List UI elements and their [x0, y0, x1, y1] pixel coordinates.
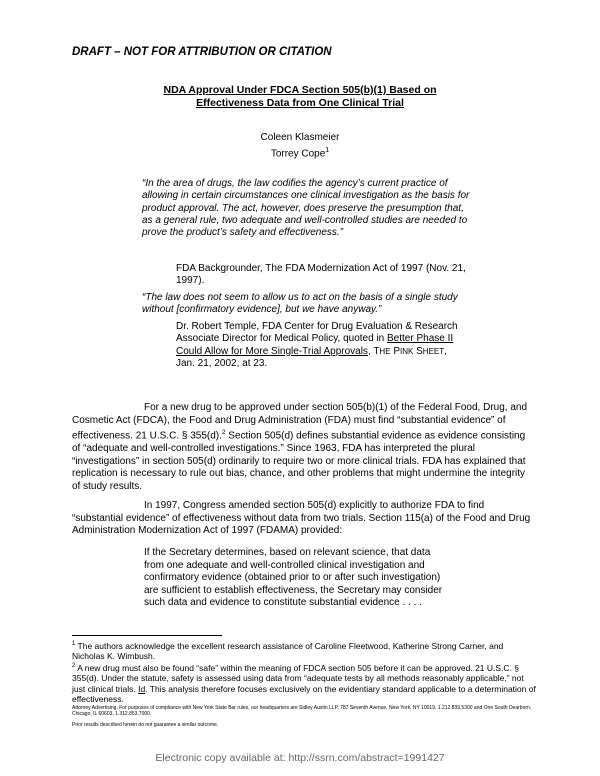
footnote-1: $^1$ The authors acknowledge the excellent research assistance of Caroline Fleetwood, Katherine Strong Carner, and Nicholas K. Wimbush.: [72, 640, 504, 662]
prior-results-disclaimer: Prior results described herein do not guarantee a similar outcome.: [72, 722, 219, 728]
author-2: Torrey Cope$^1$: [270, 147, 330, 160]
author-1: Coleen Klasmeier: [260, 132, 340, 143]
epigraph-citation-2: Dr. Robert Temple, FDA Center for Drug Evaluation & Research Associate Director for Medical Policy, quoted in Better Phase II Could Allow for More Single-Trial Approvals, THE PINK SHEET, Jan. 21, 2002, at 23.: [176, 321, 458, 369]
cited-article-title: Better Phase II Could Allow for More Single-Trial Approvals: [176, 333, 454, 357]
title-line-2: Effectiveness Data from One Clinical Trial: [196, 97, 404, 109]
draft-notice: DRAFT – NOT FOR ATTRIBUTION OR CITATION: [72, 46, 332, 58]
paper-title: [100, 84, 500, 110]
attorney-advertising-notice: Attorney Advertising. For purposes of compliance with New York State Bar rules, our headquarters are Sidley Austin LLP, 787 Seventh Avenue, New York, NY 10019, 1.212.839.5300 and One South Dearborn, Chicago, IL 60603, 1.312.853.7000.: [72, 705, 532, 717]
epigraph-citation-1: FDA Backgrounder, The FDA Modernization Act of 1997 (Nov. 21, 1997).: [176, 263, 466, 287]
footnote-ref-2: 2: [221, 429, 226, 437]
footnote-divider: [72, 635, 222, 636]
ssrn-footer-link[interactable]: Electronic copy available at: http://ssrn.com/abstract=1991427: [155, 752, 445, 764]
epigraph-quote-1: “In the area of drugs, the law codifies the agency’s current practice of allowing in certain circumstances one clinical investigation as the basis for product approval. The act, however, does preserve the presumption that, as a general rule, two adequate and well-controlled studies are needed to prove the product’s safety and effectiveness.”: [142, 178, 470, 239]
title-line-1: NDA Approval Under FDCA Section 505(b)(1) Based on: [163, 84, 437, 96]
body-paragraph-2: In 1997, Congress amended section 505(d) explicitly to authorize FDA to find “substantial evidence” of effectiveness without data from two trials. Section 115(a) of the Food and Drug Administration Modernization Act of 1997 (FDAMA) provided:: [72, 500, 531, 537]
body-paragraph-1: For a new drug to be approved under section 505(b)(1) of the Federal Food, Drug, and Cosmetic Act (FDCA), the Food and Drug Administration (FDA) must find “substantial evidence” of effectiveness. 21 U.S.C. § 355(d).$^2$ Section 505(d) defines substantial evidence as evidence consisting of “adequate and well-controlled investigations.” Since 1963, FDA has interpreted the plural “investigations” in section 505(d) ordinarily to require two or more clinical trials. FDA has explained that replication is necessary to rule out bias, chance, and other problems that might undermine the integrity of study results.: [72, 402, 528, 492]
epigraph-quote-2: “The law does not seem to allow us to act on the basis of a single study without [confirmatory evidence], but we have anyway.”: [142, 292, 458, 316]
footnote-2: $^2$ A new drug must also be found “safe” within the meaning of FDCA section 505 before it can be approved. 21 U.S.C. § 355(d). Under the statute, safety is assessed using data from “adequate tests by all methods reasonably applicable,” not just clinical trials. Id. This analysis therefore focuses exclusively on the evidentiary standard applicable to a determination of effectiveness.: [72, 662, 536, 705]
statute-block-quote: If the Secretary determines, based on relevant science, that data from one adequate and well-controlled clinical investigation and confirmatory evidence (obtained prior to or after such investigation) are sufficient to establish effectiveness, the Secretary may consider such data and evidence to constitute substantial evidence . . . .: [144, 547, 443, 609]
footnote-ref-1: 1: [325, 147, 330, 154]
author-block: [100, 131, 500, 160]
